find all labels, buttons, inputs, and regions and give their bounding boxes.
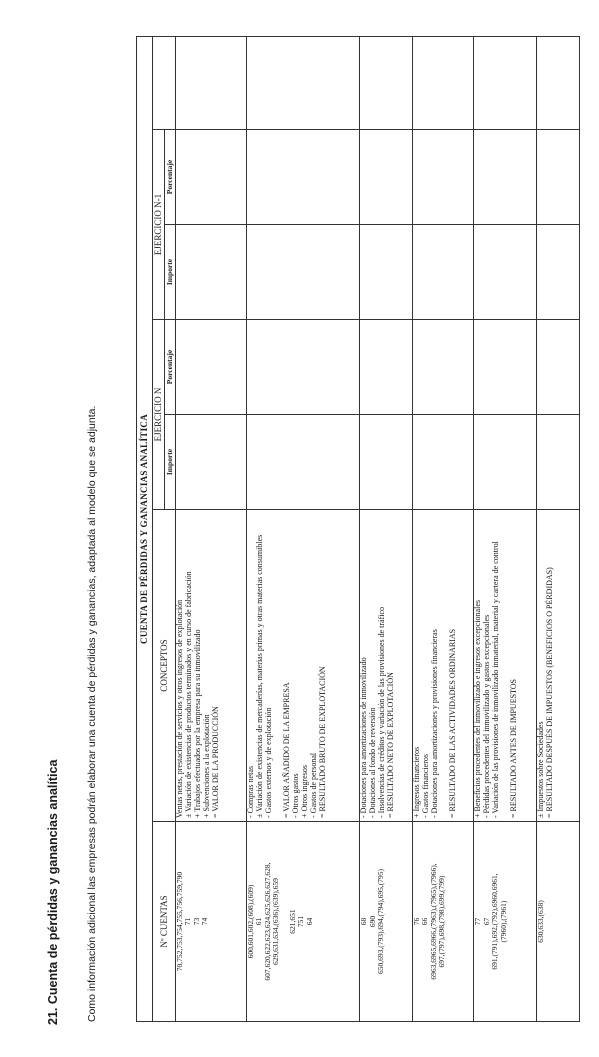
account-code: 66	[420, 917, 430, 926]
concept-line: Ventas netas, prestación de servicios y otros ingresos de explotación	[175, 599, 184, 818]
concepts-cell	[474, 510, 536, 822]
col-header-ejercicio-n1: EJERCICIO N-1	[153, 130, 165, 320]
value-cell	[360, 320, 413, 415]
table-main-title: CUENTA DE PÉRDIDAS Y GANANCIAS ANALÍTICA	[137, 36, 153, 1021]
concept-line: = VALOR DE LA PRODUCCIÓN	[210, 706, 220, 818]
concept-line: - Gastos financieros	[420, 754, 430, 818]
value-cell	[360, 225, 413, 320]
value-cell	[176, 36, 247, 129]
value-cell	[176, 225, 247, 320]
concept-line: - Insolvencias de créditos y variación de las provisiones de tráfico	[377, 606, 387, 818]
account-code: 61	[254, 917, 264, 926]
account-code: 650,693,(793),694,(794),695,(795)	[375, 869, 385, 974]
value-cell	[536, 225, 579, 320]
concept-line: = RESULTADO NETO DE EXPLOTACIÓN	[386, 672, 396, 818]
concept-line: - Gastos de personal	[308, 752, 318, 818]
account-codes-cell	[412, 822, 473, 1022]
value-cell	[360, 130, 413, 225]
account-code: 621,651	[288, 909, 298, 934]
table-body	[176, 36, 580, 1021]
analytic-pl-table	[136, 36, 580, 1022]
value-cell	[247, 225, 360, 320]
value-cell	[176, 130, 247, 225]
account-codes-cell	[247, 822, 360, 1022]
value-cell	[412, 225, 473, 320]
concept-line: ± Impuestos sobre Sociedades	[535, 721, 545, 818]
account-codes-cell	[360, 822, 413, 1022]
table-row	[412, 36, 473, 1021]
concept-line: = RESULTADO DE LAS ACTIVIDADES ORDINARIAS	[447, 628, 457, 818]
section-title: Cuenta de pérdidas y ganancias analítica	[46, 759, 60, 1005]
account-code: 600,601,602,(608),(609)	[246, 884, 256, 959]
value-cell	[247, 36, 360, 129]
value-cell	[412, 415, 473, 510]
concept-line: = RESULTADO DESPUÉS DE IMPUESTOS (BENEFICIOS O PÉRDIDAS)	[544, 567, 554, 818]
account-code: 70,752,753,754,755,756,759,790	[175, 871, 184, 972]
value-cell	[536, 320, 579, 415]
account-code: 64	[304, 917, 314, 926]
concept-line: + Beneficios procedentes del inmovilizado e ingresos excepcionales	[473, 600, 483, 818]
concepts-cell	[247, 510, 360, 822]
subheader-porcentaje-n: Porcentaje	[165, 320, 176, 415]
account-code: 77	[473, 917, 483, 926]
concept-line: + Subvenciones a la explotación	[201, 714, 211, 818]
value-cell	[247, 320, 360, 415]
account-codes-cell	[536, 822, 579, 1022]
concept-line: + Ingresos financieros	[411, 746, 421, 818]
concept-line: - Otros gastos	[290, 773, 300, 818]
account-code: 71	[183, 917, 193, 926]
concept-line: - Compras netas	[246, 766, 256, 818]
account-codes-cell	[176, 822, 247, 1022]
account-codes-cell	[474, 822, 536, 1022]
account-code	[314, 825, 322, 1018]
account-code: 629,631,634,(636),(639),659	[271, 878, 281, 965]
value-cell	[474, 36, 536, 129]
concepts-cell	[360, 510, 413, 822]
concept-line: - Pérdidas procedentes del inmovilizado y gastos excepcionales	[482, 614, 492, 818]
concept-line: - Dotaciones para amortizaciones de inmovilizado	[359, 657, 369, 818]
account-code: 73	[191, 917, 201, 926]
account-code	[545, 825, 553, 1018]
col-header-ejercicio-n: EJERCICIO N	[153, 320, 165, 510]
account-code: 67	[481, 917, 491, 926]
concept-line: - Dotaciones para amortizaciones y provisiones financieras	[429, 629, 439, 818]
concept-line: + Trabajos efectuados por la empresa para su inmovilizado	[192, 629, 202, 818]
concepts-cell	[412, 510, 473, 822]
value-cell	[412, 130, 473, 225]
table-row	[474, 36, 536, 1021]
analytic-pl-table-container	[136, 37, 580, 1022]
account-code: 697,(797),698,(798),699,(799)	[437, 875, 447, 968]
value-cell	[247, 415, 360, 510]
account-code	[447, 825, 455, 1018]
concepts-cell	[536, 510, 579, 822]
value-cell	[412, 320, 473, 415]
table-row	[536, 36, 579, 1021]
subheader-importe-n1: Importe	[165, 225, 176, 320]
value-cell	[474, 225, 536, 320]
table-row	[176, 36, 247, 1021]
intro-paragraph: Como información adicional las empresas podrán elaborar una cuenta de pérdidas y ganancias, adaptada al modelo que se adjunta.	[86, 405, 98, 1022]
account-code	[210, 825, 218, 1018]
value-cell	[474, 130, 536, 225]
account-code: 6963,6965,6966,(7963),(7965),(7966),	[428, 863, 438, 980]
value-cell	[536, 415, 579, 510]
table-row	[247, 36, 360, 1021]
subheader-importe-n: Importe	[165, 415, 176, 510]
col-header-conceptos: CONCEPTOS	[153, 510, 176, 822]
account-code: 607,620,622,623,624,625,626,627,628,	[262, 862, 272, 981]
account-code: 76	[411, 917, 421, 926]
concept-line: + Otros ingresos	[299, 765, 309, 818]
account-code: 751	[296, 915, 306, 928]
value-cell	[412, 36, 473, 129]
account-code: 691,(791),692,(792),6960,6961,	[490, 873, 500, 970]
account-code: 690	[367, 915, 377, 928]
section-number: 21.	[46, 1007, 60, 1025]
value-cell	[360, 415, 413, 510]
concept-line: = RESULTADO ANTES DE IMPUESTOS	[509, 679, 519, 818]
section-heading	[46, 760, 60, 1025]
account-code: 74	[200, 917, 210, 926]
account-code: 630,633,(638)	[535, 900, 545, 943]
concept-line: ± Variación de existencias de mercaderías, materias primas y otras materias consumibles	[255, 534, 265, 818]
value-cell	[474, 320, 536, 415]
concept-line: - Gastos externos y de explotación	[264, 707, 273, 818]
col-header-cuentas: Nº CUENTAS	[153, 822, 176, 1022]
value-cell	[176, 415, 247, 510]
concept-line: ± Variación de existencias de productos terminados y en curso de fabricación	[183, 571, 193, 818]
table-row	[360, 36, 413, 1021]
value-cell	[247, 130, 360, 225]
concept-line: - Variación de las provisiones de inmovilizado inmaterial, material y cartera de control	[491, 541, 501, 818]
col-header-blank	[153, 36, 176, 129]
value-cell	[536, 36, 579, 129]
concept-line: - Dotaciones al fondo de reversión	[368, 707, 378, 818]
concepts-cell	[176, 510, 247, 822]
account-code	[385, 825, 393, 1018]
value-cell	[176, 320, 247, 415]
concept-line: = RESULTADO BRUTO DE EXPLOTACIÓN	[317, 666, 327, 818]
value-cell	[360, 36, 413, 129]
account-code	[508, 825, 516, 1018]
value-cell	[474, 415, 536, 510]
account-code: (7960),(7961)	[498, 900, 508, 943]
value-cell	[536, 130, 579, 225]
concept-line: = VALOR AÑADIDO DE LA EMPRESA	[281, 682, 291, 818]
subheader-porcentaje-n1: Porcentaje	[165, 130, 176, 225]
account-code: 68	[359, 917, 369, 926]
